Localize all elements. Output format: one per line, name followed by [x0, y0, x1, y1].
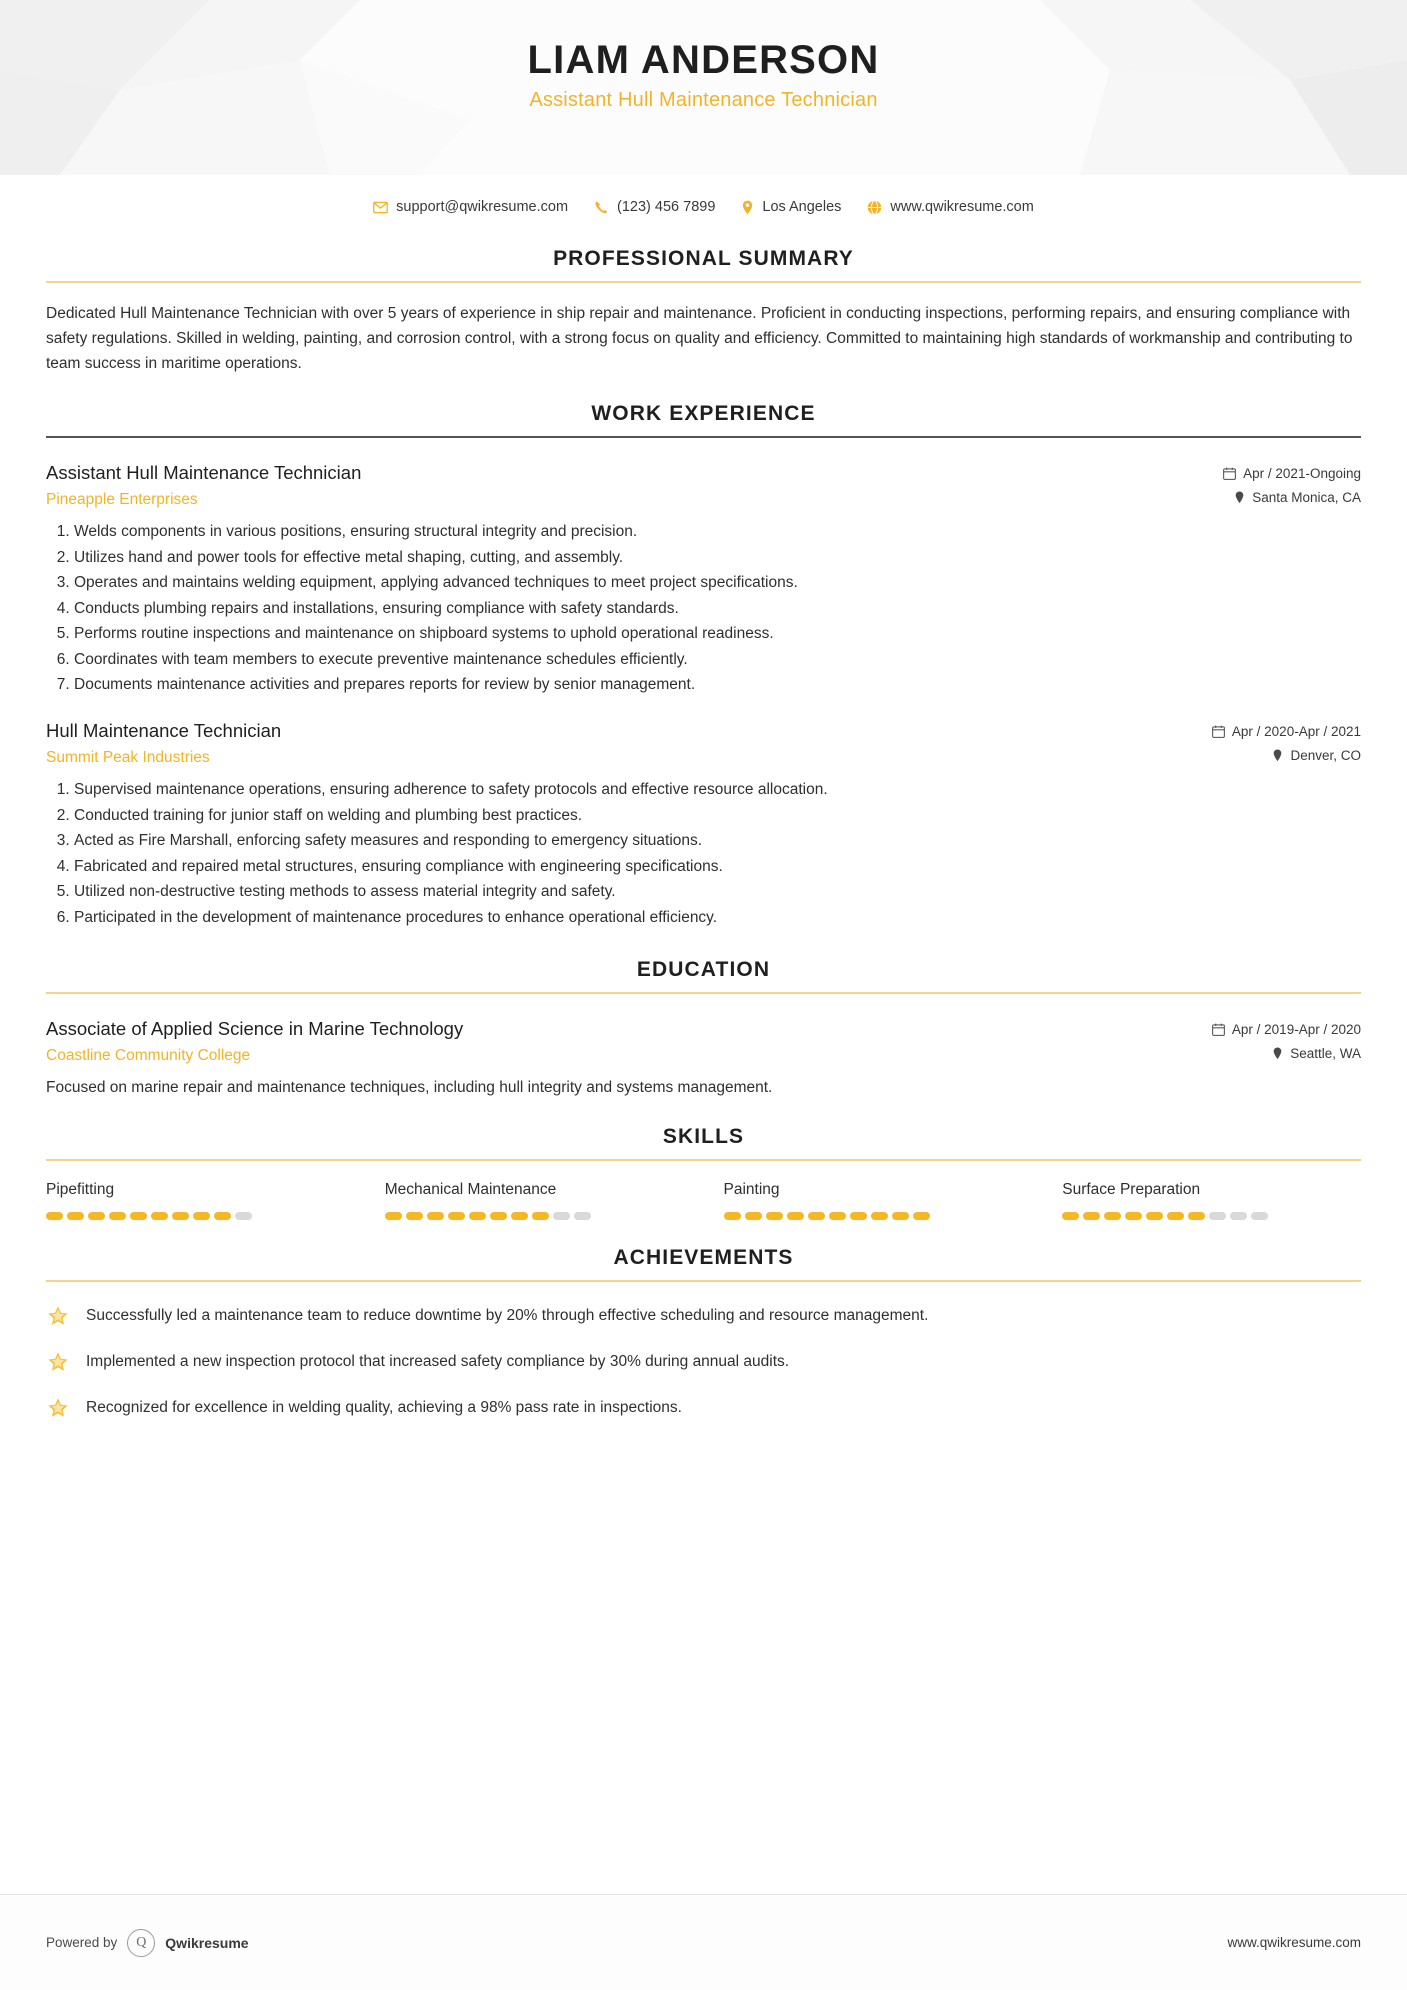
experience-location-text: Denver, CO — [1290, 748, 1361, 763]
experience-dates — [1223, 466, 1361, 481]
rating-dot — [1104, 1212, 1121, 1220]
rating-dot — [553, 1212, 570, 1220]
skill-rating — [1062, 1212, 1361, 1220]
skill-item — [385, 1181, 684, 1220]
list-item: 5. Performs routine inspections and maintenance on shipboard systems to uphold operational readiness. — [74, 623, 1361, 645]
section-title-experience: WORK EXPERIENCE — [591, 402, 816, 425]
skill-name: Pipefitting — [46, 1181, 115, 1198]
list-item — [46, 1350, 1361, 1374]
skill-rating — [385, 1212, 684, 1220]
experience-entry — [46, 720, 1361, 929]
rating-dot — [871, 1212, 888, 1220]
rating-dot — [385, 1212, 402, 1220]
contact-website[interactable] — [867, 199, 1033, 215]
education-dates-text: Apr / 2019-Apr / 2020 — [1231, 1022, 1361, 1037]
calendar-icon — [1223, 467, 1236, 480]
rating-dot — [490, 1212, 507, 1220]
rating-dot — [829, 1212, 846, 1220]
section-education — [46, 932, 1361, 1099]
calendar-icon — [1212, 725, 1225, 738]
rating-dot — [46, 1212, 63, 1220]
rating-dot — [1209, 1212, 1226, 1220]
rating-dot — [1125, 1212, 1142, 1220]
rating-dot — [427, 1212, 444, 1220]
rating-dot — [1251, 1212, 1268, 1220]
phone-icon — [594, 200, 609, 215]
achievement-text: Implemented a new inspection protocol that increased safety compliance by 30% during annual audits. — [86, 1353, 790, 1370]
calendar-icon — [1212, 1023, 1225, 1036]
section-divider — [46, 1159, 1361, 1161]
rating-dot — [724, 1212, 741, 1220]
skill-item — [1062, 1181, 1361, 1220]
footer-website-url[interactable]: www.qwikresume.com — [1227, 1935, 1361, 1950]
location-pin-icon — [1272, 749, 1283, 762]
list-item: 2. Utilizes hand and power tools for effective metal shaping, cutting, and assembly. — [74, 547, 1361, 569]
summary-text: Dedicated Hull Maintenance Technician with over 5 years of experience in ship repair and maintenance. Proficient in conducting inspections, performing repairs, and ensuring compliance with safety regulations. Skilled in welding, painting, and corrosion control, with a strong focus on quality and efficiency. Committed to maintaining high standards of workmanship and contributing to team success in maritime operations. — [46, 305, 1353, 372]
rating-dot — [469, 1212, 486, 1220]
contact-website-text: www.qwikresume.com — [890, 199, 1034, 215]
section-title-skills: SKILLS — [662, 1125, 745, 1148]
contact-phone-text: (123) 456 7899 — [617, 199, 716, 215]
section-professional-summary — [46, 221, 1361, 376]
section-divider — [46, 992, 1361, 994]
experience-dates-text: Apr / 2020-Apr / 2021 — [1231, 724, 1361, 739]
experience-location — [1212, 748, 1361, 763]
rating-dot — [1167, 1212, 1184, 1220]
email-icon — [373, 200, 388, 215]
rating-dot — [892, 1212, 909, 1220]
contact-location-text: Los Angeles — [762, 199, 842, 215]
section-title-achievements: ACHIEVEMENTS — [613, 1246, 794, 1269]
section-title-education: EDUCATION — [636, 958, 771, 981]
skills-grid — [46, 1181, 1361, 1220]
education-dates — [1212, 1022, 1361, 1037]
rating-dot — [1230, 1212, 1247, 1220]
resume-header — [0, 0, 1407, 175]
skill-name: Mechanical Maintenance — [384, 1181, 557, 1198]
list-item: 4. Fabricated and repaired metal structures, ensuring compliance with engineering specifications. — [74, 856, 1361, 878]
brand-name[interactable]: Qwikresume — [165, 1934, 249, 1951]
experience-role: Assistant Hull Maintenance Technician — [46, 462, 362, 483]
skill-rating — [46, 1212, 345, 1220]
section-achievements — [46, 1220, 1361, 1420]
rating-dot — [406, 1212, 423, 1220]
experience-entry — [46, 462, 1361, 696]
rating-dot — [511, 1212, 528, 1220]
star-icon — [46, 1304, 70, 1328]
rating-dot — [1146, 1212, 1163, 1220]
skill-name: Surface Preparation — [1062, 1181, 1201, 1198]
experience-bullets — [46, 521, 1361, 696]
rating-dot — [808, 1212, 825, 1220]
rating-dot — [109, 1212, 126, 1220]
list-item: 1. Supervised maintenance operations, ensuring adherence to safety protocols and effective resource allocation. — [74, 779, 1361, 801]
skill-item — [46, 1181, 345, 1220]
section-title-summary: PROFESSIONAL SUMMARY — [553, 247, 854, 270]
experience-company: Summit Peak Industries — [46, 749, 210, 766]
experience-dates — [1212, 724, 1361, 739]
rating-dot — [574, 1212, 591, 1220]
globe-icon — [867, 200, 882, 215]
page-footer — [0, 1894, 1407, 1990]
education-entry — [46, 1018, 1361, 1099]
list-item: 7. Documents maintenance activities and prepares reports for review by senior management. — [74, 674, 1361, 696]
qwikresume-logo-icon: Q — [127, 1929, 155, 1957]
rating-dot — [448, 1212, 465, 1220]
experience-location-text: Santa Monica, CA — [1252, 490, 1361, 505]
rating-dot — [130, 1212, 147, 1220]
list-item: 6. Coordinates with team members to execute preventive maintenance schedules efficiently. — [74, 649, 1361, 671]
candidate-job-title: Assistant Hull Maintenance Technician — [529, 89, 878, 111]
section-divider — [46, 1280, 1361, 1282]
education-degree: Associate of Applied Science in Marine Technology — [46, 1018, 464, 1039]
experience-company: Pineapple Enterprises — [46, 491, 198, 508]
list-item — [46, 1396, 1361, 1420]
list-item: 3. Acted as Fire Marshall, enforcing safety measures and responding to emergency situations. — [74, 830, 1361, 852]
education-location-text: Seattle, WA — [1290, 1046, 1361, 1061]
skill-rating — [724, 1212, 1023, 1220]
experience-role: Hull Maintenance Technician — [46, 720, 282, 741]
experience-location — [1223, 490, 1361, 505]
section-work-experience — [46, 376, 1361, 929]
rating-dot — [67, 1212, 84, 1220]
star-icon — [46, 1396, 70, 1420]
achievement-text: Successfully led a maintenance team to reduce downtime by 20% through effective scheduling and resource management. — [86, 1307, 929, 1324]
section-divider — [46, 281, 1361, 283]
achievement-text: Recognized for excellence in welding quality, achieving a 98% pass rate in inspections. — [86, 1399, 682, 1416]
powered-by-label: Powered by — [46, 1935, 118, 1950]
list-item: 6. Participated in the development of maintenance procedures to enhance operational efficiency. — [74, 907, 1361, 929]
location-pin-icon — [741, 200, 754, 215]
experience-bullets — [46, 779, 1361, 929]
list-item — [46, 1304, 1361, 1328]
rating-dot — [193, 1212, 210, 1220]
list-item: 4. Conducts plumbing repairs and installations, ensuring compliance with safety standards. — [74, 598, 1361, 620]
contact-bar — [0, 199, 1407, 221]
location-pin-icon — [1234, 491, 1245, 504]
rating-dot — [172, 1212, 189, 1220]
contact-location[interactable] — [741, 199, 841, 215]
education-school: Coastline Community College — [46, 1047, 251, 1064]
star-icon — [46, 1350, 70, 1374]
achievements-list — [46, 1304, 1361, 1420]
contact-phone[interactable] — [594, 199, 715, 215]
list-item: 3. Operates and maintains welding equipment, applying advanced techniques to meet project specifications. — [74, 572, 1361, 594]
section-divider — [46, 436, 1361, 438]
rating-dot — [88, 1212, 105, 1220]
rating-dot — [532, 1212, 549, 1220]
contact-email[interactable] — [373, 199, 568, 215]
rating-dot — [850, 1212, 867, 1220]
contact-email-text: support@qwikresume.com — [396, 199, 569, 215]
rating-dot — [913, 1212, 930, 1220]
education-description: Focused on marine repair and maintenance techniques, including hull integrity and systems management. — [46, 1079, 773, 1096]
location-pin-icon — [1272, 1047, 1283, 1060]
rating-dot — [1062, 1212, 1079, 1220]
section-skills — [46, 1099, 1361, 1220]
rating-dot — [214, 1212, 231, 1220]
list-item: 5. Utilized non-destructive testing methods to assess material integrity and safety. — [74, 881, 1361, 903]
rating-dot — [235, 1212, 252, 1220]
list-item: 1. Welds components in various positions, ensuring structural integrity and precision. — [74, 521, 1361, 543]
education-location — [1212, 1046, 1361, 1061]
rating-dot — [766, 1212, 783, 1220]
candidate-name: LIAM ANDERSON — [527, 38, 880, 82]
rating-dot — [745, 1212, 762, 1220]
powered-by-block — [46, 1929, 249, 1957]
skill-name: Painting — [723, 1181, 780, 1198]
list-item: 2. Conducted training for junior staff on welding and plumbing best practices. — [74, 805, 1361, 827]
rating-dot — [1188, 1212, 1205, 1220]
rating-dot — [787, 1212, 804, 1220]
rating-dot — [1083, 1212, 1100, 1220]
rating-dot — [151, 1212, 168, 1220]
experience-dates-text: Apr / 2021-Ongoing — [1243, 466, 1361, 481]
skill-item — [724, 1181, 1023, 1220]
